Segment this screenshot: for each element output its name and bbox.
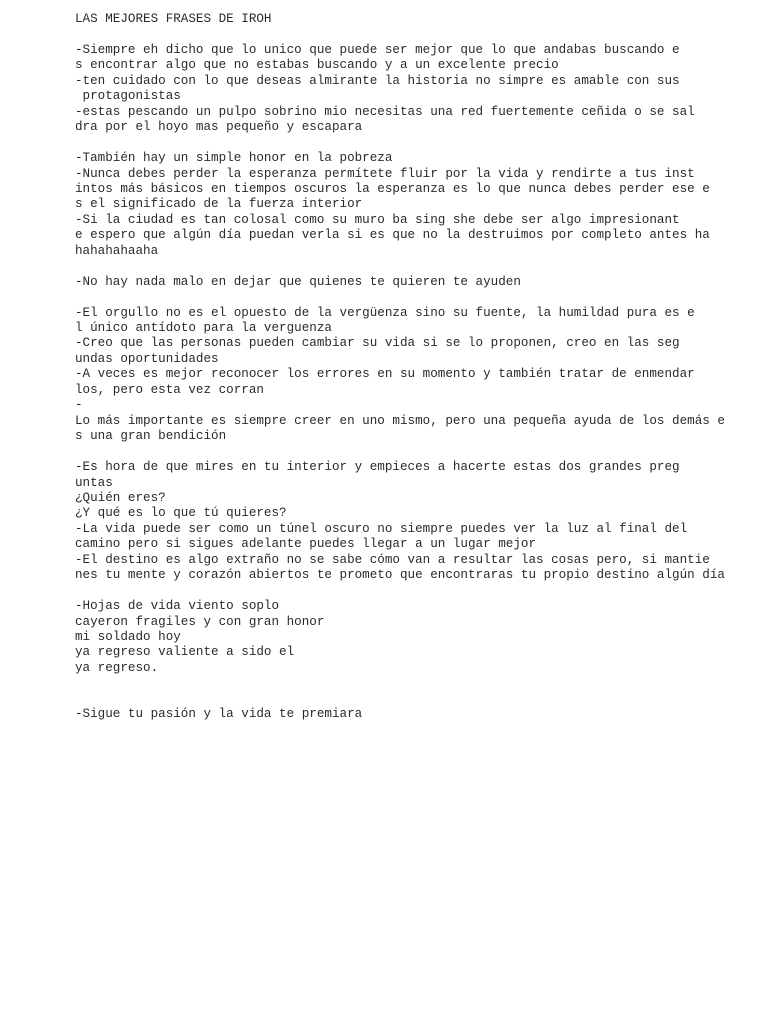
- text-line: intos más básicos en tiempos oscuros la esperanza es lo que nunca debes perder ese e: [75, 181, 710, 196]
- document-title: LAS MEJORES FRASES DE IROH: [75, 12, 272, 26]
- text-line: -ten cuidado con lo que deseas almirante la historia no simpre es amable con sus: [75, 73, 680, 88]
- text-line: protagonistas: [75, 89, 181, 104]
- text-line: s una gran bendición: [75, 429, 227, 444]
- text-line: -estas pescando un pulpo sobrino mio necesitas una red fuertemente ceñida o se sal: [75, 104, 695, 119]
- text-line: mi soldado hoy: [75, 630, 181, 645]
- document-body: [75, 12, 755, 723]
- text-line: -Hojas de vida viento soplo: [75, 599, 280, 614]
- text-line: s encontrar algo que no estabas buscando y a un excelente precio: [75, 58, 559, 73]
- text-line: -También hay un simple honor en la pobreza: [75, 151, 393, 166]
- text-line: -A veces es mejor reconocer los errores en su momento y también tratar de enmendar: [75, 367, 695, 382]
- text-line: Lo más importante es siempre creer en uno mismo, pero una pequeña ayuda de los demás e: [75, 413, 725, 428]
- text-line: cayeron fragiles y con gran honor: [75, 614, 325, 629]
- text-line: undas oportunidades: [75, 351, 219, 366]
- text-line: [75, 27, 755, 42]
- text-line: dra por el hoyo mas pequeño y escapara: [75, 120, 363, 135]
- text-line: [75, 290, 755, 305]
- text-line: ya regreso.: [75, 660, 159, 675]
- text-line: untas: [75, 475, 113, 490]
- text-line: [75, 259, 755, 274]
- text-line: -Si la ciudad es tan colosal como su muro ba sing she debe ser algo impresionant: [75, 212, 680, 227]
- text-line: -Nunca debes perder la esperanza permítete fluir por la vida y rendirte a tus inst: [75, 166, 695, 181]
- text-line: ¿Y qué es lo que tú quieres?: [75, 506, 287, 521]
- text-line: los, pero esta vez corran: [75, 382, 264, 397]
- text-line: camino pero si sigues adelante puedes llegar a un lugar mejor: [75, 537, 537, 552]
- text-line: -Creo que las personas pueden cambiar su vida si se lo proponen, creo en las seg: [75, 336, 680, 351]
- text-line: l único antídoto para la verguenza: [75, 321, 332, 335]
- text-line: -Es hora de que mires en tu interior y empieces a hacerte estas dos grandes preg: [75, 460, 680, 475]
- text-line: hahahahaaha: [75, 243, 159, 258]
- text-line: -El orgullo no es el opuesto de la vergüenza sino su fuente, la humildad pura es e: [75, 305, 695, 320]
- text-line: s el significado de la fuerza interior: [75, 197, 363, 212]
- text-line: -El destino es algo extraño no se sabe cómo van a resultar las cosas pero, si mantie: [75, 552, 710, 567]
- text-line: -No hay nada malo en dejar que quienes te quieren te ayuden: [75, 274, 521, 289]
- text-line: ¿Quién eres?: [75, 490, 166, 505]
- text-line: -Sigue tu pasión y la vida te premiara: [75, 707, 363, 722]
- text-line: [75, 584, 755, 599]
- text-line: -: [75, 398, 83, 413]
- text-line: e espero que algún día puedan verla si es que no la destruimos por completo antes ha: [75, 228, 710, 243]
- text-line: -La vida puede ser como un túnel oscuro no siempre puedes ver la luz al final del: [75, 521, 688, 536]
- text-line: [75, 445, 755, 460]
- text-line: [75, 692, 755, 707]
- text-line: [75, 676, 755, 691]
- text-line: nes tu mente y corazón abiertos te prometo que encontraras tu propio destino algún día: [75, 568, 725, 583]
- text-line: -Siempre eh dicho que lo unico que puede ser mejor que lo que andabas buscando e: [75, 42, 680, 57]
- text-line: [75, 136, 755, 151]
- text-line: ya regreso valiente a sido el: [75, 645, 295, 660]
